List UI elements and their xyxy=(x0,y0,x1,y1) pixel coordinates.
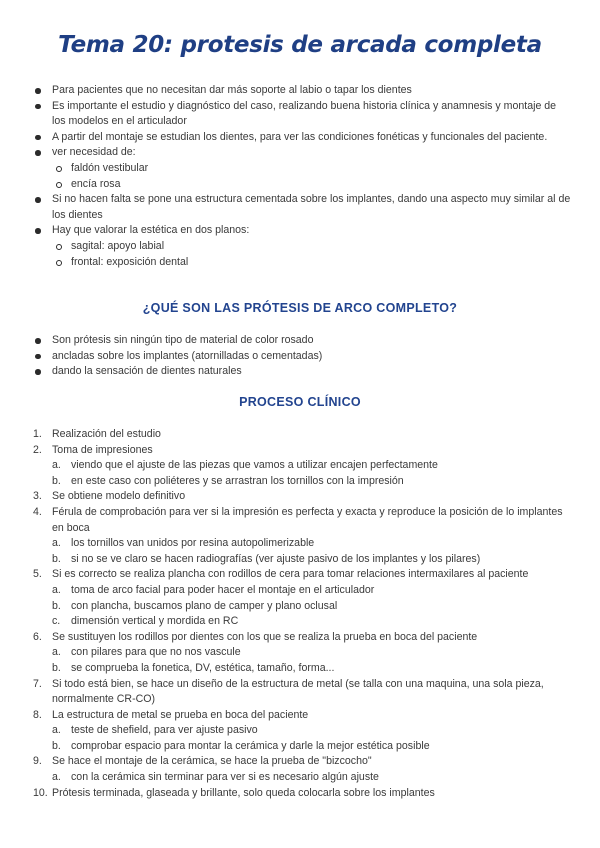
bullet-icon xyxy=(35,104,41,110)
process-substep-text: si no se ve claro se hacen radiografías (ver ajuste pasivo de los implantes y los pilares) xyxy=(71,552,481,565)
process-step xyxy=(0,677,600,708)
process-step-text: Si es correcto se realiza plancha con rodillos de cera para tomar relaciones intermaxilares al paciente xyxy=(52,568,529,581)
list-item-text: Si no hacen falta se pone una estructura cementada sobre los implantes, dando una aspecto muy similar al de los dientes xyxy=(52,193,571,221)
hollow-bullet-icon xyxy=(56,260,62,266)
substep-letter: b. xyxy=(52,661,61,674)
process-step-text: La estructura de metal se prueba en boca del paciente xyxy=(52,708,309,721)
process-substep xyxy=(0,739,600,755)
process-step xyxy=(0,708,600,724)
bullet-icon xyxy=(35,135,41,141)
process-step-text: Prótesis terminada, glaseada y brillante, solo queda colocarla sobre los implantes xyxy=(52,786,435,799)
sub-list-item xyxy=(0,177,600,193)
substep-letter: a. xyxy=(52,459,61,472)
process-substep-text: con plancha, buscamos plano de camper y plano oclusal xyxy=(71,599,338,612)
process-substep-text: dimensión vertical y mordida en RC xyxy=(71,615,239,628)
process-step-text: Férula de comprobación para ver si la impresión es perfecta y exacta y reproduce la posición de lo implantes en boca xyxy=(52,505,563,534)
section-heading-protesis: ¿QUÉ SON LAS PRÓTESIS DE ARCO COMPLETO? xyxy=(142,301,458,315)
process-substep-text: se comprueba la fonetica, DV, estética, tamaño, forma... xyxy=(71,661,335,674)
step-number: 7. xyxy=(33,677,42,690)
process-substep xyxy=(0,661,600,677)
step-number: 2. xyxy=(33,443,42,456)
substep-letter: b. xyxy=(52,599,61,612)
process-substep xyxy=(0,614,600,630)
process-substep xyxy=(0,536,600,552)
substep-letter: b. xyxy=(52,552,61,565)
list-item-text: Es importante el estudio y diagnóstico del caso, realizando buena historia clínica y anamnesis y montaje de los modelos en el articulador xyxy=(52,99,557,128)
section-heading-proceso: PROCESO CLÍNICO xyxy=(239,395,361,409)
sub-list-item-text: faldón vestibular xyxy=(71,161,149,174)
process-step xyxy=(0,630,600,646)
substep-letter: b. xyxy=(52,739,61,752)
sub-list-item-text: frontal: exposición dental xyxy=(71,255,189,268)
process-step-text: Se sustituyen los rodillos por dientes con los que se realiza la prueba en boca del paciente xyxy=(52,630,478,643)
hollow-bullet-icon xyxy=(56,166,62,172)
process-step xyxy=(0,489,600,505)
list-item-text: Hay que valorar la estética en dos planos: xyxy=(52,224,250,237)
step-number: 5. xyxy=(33,568,42,581)
step-number: 10. xyxy=(33,786,48,799)
process-substep-text: con pilares para que no nos vascule xyxy=(71,646,241,659)
process-substep-text: en este caso con poliéteres y se arrastran los tornillos con la impresión xyxy=(71,474,404,487)
bullet-icon xyxy=(35,228,41,234)
list-item-text: dando la sensación de dientes naturales xyxy=(52,365,242,378)
step-number: 6. xyxy=(33,630,42,643)
hollow-bullet-icon xyxy=(56,182,62,188)
process-step-text: Realización del estudio xyxy=(52,428,161,440)
process-step xyxy=(0,443,600,459)
substep-letter: a. xyxy=(52,771,61,784)
process-substep-text: viendo que el ajuste de las piezas que vamos a utilizar encajen perfectamente xyxy=(71,459,438,472)
list-item xyxy=(0,223,600,239)
list-item xyxy=(0,364,600,380)
list-item xyxy=(0,333,600,349)
list-item xyxy=(0,83,600,99)
substep-letter: c. xyxy=(52,615,61,628)
bullet-icon xyxy=(35,338,41,344)
process-substep xyxy=(0,474,600,490)
process-substep xyxy=(0,583,600,599)
list-item-text: ancladas sobre los implantes (atornilladas o cementadas) xyxy=(52,349,323,362)
substep-letter: b. xyxy=(52,474,61,487)
bullet-icon xyxy=(35,88,41,94)
list-item xyxy=(0,349,600,365)
process-substep xyxy=(0,458,600,474)
sub-list-item xyxy=(0,255,600,271)
intro-bullet-list xyxy=(0,83,600,270)
process-substep xyxy=(0,770,600,786)
list-item-text: ver necesidad de: xyxy=(52,146,136,159)
process-step-text: Toma de impresiones xyxy=(52,443,153,456)
process-step xyxy=(0,786,600,802)
process-step-text: Se obtiene modelo definitivo xyxy=(52,490,186,503)
bullet-icon xyxy=(35,150,41,156)
step-number: 1. xyxy=(33,428,42,440)
bullet-icon xyxy=(35,354,41,360)
list-item-text: Son prótesis sin ningún tipo de material de color rosado xyxy=(52,334,314,346)
process-step xyxy=(0,505,600,536)
list-item xyxy=(0,192,600,223)
process-numbered-list xyxy=(0,427,600,801)
step-number: 9. xyxy=(33,755,42,768)
sub-list-item xyxy=(0,161,600,177)
sub-list-item-text: sagital: apoyo labial xyxy=(71,239,165,252)
process-step-text: Se hace el montaje de la cerámica, se hace la prueba de "bizcocho" xyxy=(52,755,372,768)
list-item-text: A partir del montaje se estudian los dientes, para ver las condiciones fonéticas y funcionales del paciente. xyxy=(52,130,548,143)
sub-list-item-text: encía rosa xyxy=(71,177,121,190)
list-item-text: Para pacientes que no necesitan dar más soporte al labio o tapar los dientes xyxy=(52,84,412,96)
step-number: 3. xyxy=(33,490,42,503)
sub-list-item xyxy=(0,239,600,255)
document-title: Tema 20: protesis de arcada completa xyxy=(58,32,542,58)
process-substep-text: comprobar espacio para montar la cerámica y darle la mejor estética posible xyxy=(71,739,430,752)
substep-letter: a. xyxy=(52,583,61,596)
protesis-bullet-list xyxy=(0,333,600,380)
step-number: 8. xyxy=(33,708,42,721)
process-substep xyxy=(0,645,600,661)
process-step xyxy=(0,427,600,443)
process-substep-text: con la cerámica sin terminar para ver si es necesario algún ajuste xyxy=(71,771,379,784)
hollow-bullet-icon xyxy=(56,244,62,250)
process-step xyxy=(0,567,600,583)
list-item xyxy=(0,145,600,161)
process-substep-text: los tornillos van unidos por resina autopolimerizable xyxy=(71,537,315,550)
process-substep xyxy=(0,599,600,615)
process-step xyxy=(0,754,600,770)
process-substep xyxy=(0,723,600,739)
list-item xyxy=(0,99,600,130)
bullet-icon xyxy=(35,197,41,203)
bullet-icon xyxy=(35,369,41,375)
substep-letter: a. xyxy=(52,537,61,550)
list-item xyxy=(0,130,600,146)
step-number: 4. xyxy=(33,505,42,518)
substep-letter: a. xyxy=(52,646,61,659)
process-step-text: Si todo está bien, se hace un diseño de la estructura de metal (se talla con una maquina, una sola pieza, normalmente CR-CO) xyxy=(52,677,544,706)
process-substep-text: teste de shefield, para ver ajuste pasivo xyxy=(71,724,258,737)
process-substep xyxy=(0,552,600,568)
substep-letter: a. xyxy=(52,724,61,737)
process-substep-text: toma de arco facial para poder hacer el montaje en el articulador xyxy=(71,583,375,596)
